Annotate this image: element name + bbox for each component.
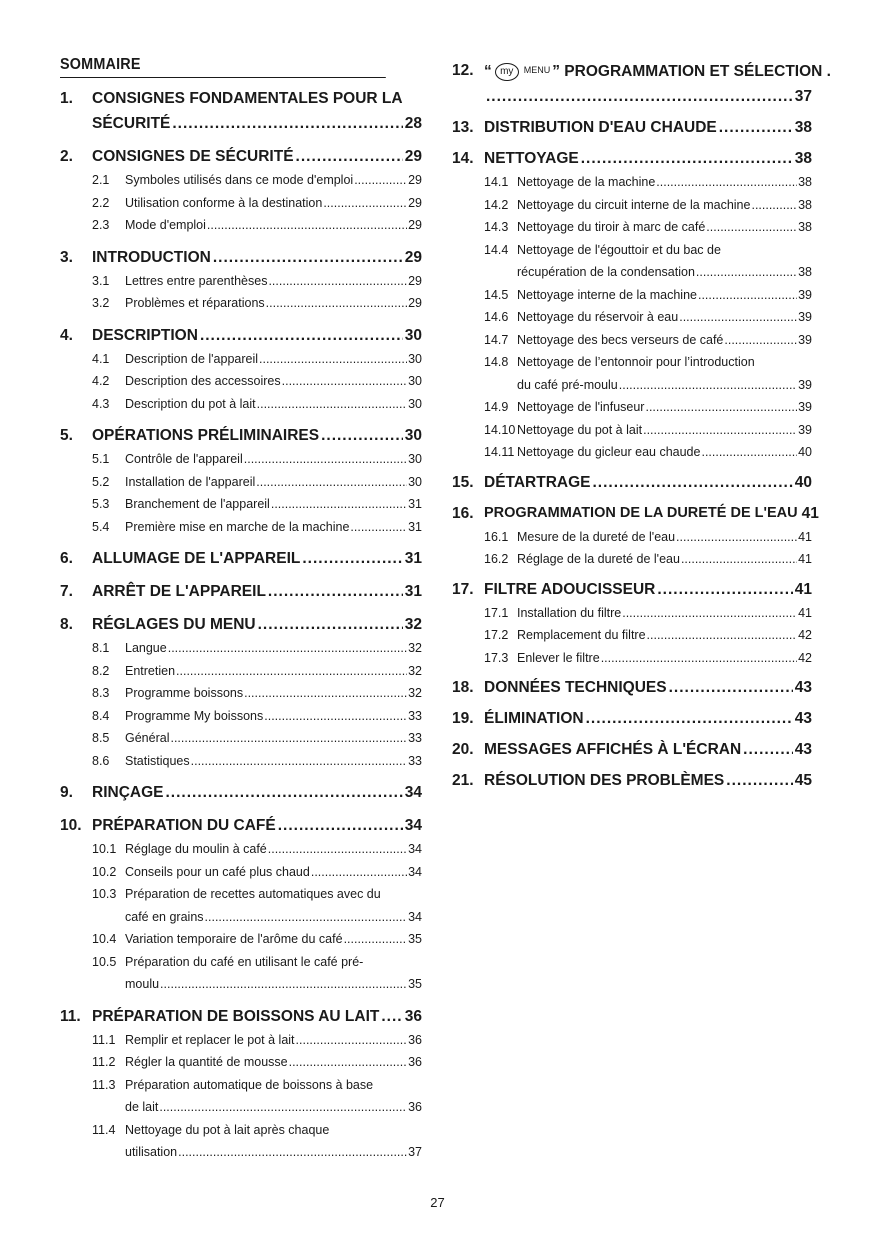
section-page: 30 [404, 427, 422, 444]
toc-subsection-8-1[interactable] [60, 637, 422, 660]
subsection-title: Nettoyage du pot à lait [517, 422, 643, 437]
subsection-number: 14.2 [484, 197, 509, 212]
toc-subsection-8-3[interactable] [60, 682, 422, 705]
section-title: MESSAGES AFFICHÉS À L'ÉCRAN [484, 741, 742, 758]
section-title-line2: SÉCURITÉ [92, 115, 171, 132]
section-title-line1 [484, 58, 831, 84]
section-number: 17. [452, 580, 474, 598]
subsection-page: 40 [798, 445, 812, 459]
subsection-number: 8.1 [92, 641, 110, 655]
toc-section-11[interactable] [60, 1004, 422, 1029]
subsection-page: 30 [408, 474, 422, 489]
subsection-page: 39 [798, 310, 812, 324]
toc-subsection-5-1[interactable] [60, 448, 422, 471]
toc-section-4[interactable] [60, 323, 422, 348]
section-number: 18. [452, 679, 474, 696]
subsection-title-line1: Préparation de recettes automatiques avec du [125, 887, 381, 901]
subsection-number: 10.1 [92, 842, 117, 856]
subsection-page: 34 [408, 842, 422, 856]
section-page: 43 [794, 679, 812, 696]
toc-subsection-2-2[interactable] [60, 192, 422, 215]
toc-section-14[interactable] [452, 146, 812, 171]
toc-section-16[interactable] [452, 501, 819, 526]
section-number: 20. [452, 741, 474, 758]
subsection-page: 29 [408, 296, 422, 310]
subsection-page: 38 [798, 197, 812, 212]
toc-subsection-10-1[interactable] [60, 838, 422, 861]
section-title: CONSIGNES DE SÉCURITÉ [92, 148, 294, 165]
subsection-page: 41 [798, 529, 812, 544]
subsection-title-line2: du café pré-moulu [517, 377, 618, 392]
subsection-title: Nettoyage de la machine [517, 175, 656, 189]
subsection-title: Conseils pour un café plus chaud [125, 864, 310, 879]
toc-section-13[interactable] [452, 115, 812, 140]
subsection-number: 14.9 [484, 400, 509, 414]
subsection-number: 10.5 [92, 954, 117, 969]
subsection-number: 8.3 [92, 686, 110, 700]
subsection-page: 37 [408, 1145, 422, 1159]
section-title: ALLUMAGE DE L'APPAREIL [92, 550, 301, 567]
section-number: 14. [452, 150, 474, 167]
subsection-page: 36 [408, 1100, 422, 1114]
subsection-number: 14.10 [484, 422, 516, 437]
subsection-number: 2.3 [92, 218, 110, 232]
subsection-title: Description des accessoires [125, 374, 281, 388]
subsection-page: 39 [798, 422, 812, 437]
toc-subsection-14-6[interactable] [452, 306, 812, 329]
section-title-line1: CONSIGNES FONDAMENTALES POUR LA [92, 90, 403, 107]
subsection-page: 42 [798, 650, 812, 665]
subsection-title: Nettoyage du réservoir à eau [517, 310, 679, 324]
toc-section-21[interactable] [452, 768, 812, 793]
section-page: 34 [404, 784, 422, 801]
toc-subsection-2-3[interactable] [60, 214, 422, 237]
subsection-number: 16.1 [484, 529, 509, 544]
subsection-page: 39 [798, 332, 812, 347]
page-number: 27 [430, 1195, 445, 1210]
subsection-number: 10.3 [92, 887, 117, 901]
subsection-page: 33 [408, 708, 422, 723]
toc-subsection-8-2[interactable] [60, 660, 422, 683]
section-number: 10. [60, 817, 82, 834]
section-title: DÉTARTRAGE [484, 473, 591, 491]
subsection-title-line2: moulu [125, 977, 160, 991]
toc-section-1[interactable] [60, 86, 422, 136]
section-page: 36 [404, 1007, 422, 1025]
subsection-title: Installation de l'appareil [125, 474, 256, 489]
subsection-number: 4.1 [92, 351, 110, 366]
subsection-number: 4.3 [92, 396, 110, 411]
toc-subsection-16-2[interactable] [452, 548, 812, 571]
toc-subsection-10-4[interactable] [60, 928, 422, 951]
subsection-number: 11.4 [92, 1122, 116, 1137]
subsection-title: Enlever le filtre [517, 650, 600, 665]
section-title: ARRÊT DE L'APPAREIL [92, 583, 266, 600]
toc-section-18[interactable] [452, 675, 812, 700]
subsection-title-line2: récupération de la condensation [517, 265, 695, 279]
subsection-number: 3.1 [92, 273, 110, 288]
section-page: 38 [794, 119, 812, 136]
section-page: 43 [794, 710, 812, 727]
toc-subsection-14-1[interactable] [452, 171, 812, 194]
subsection-title: Nettoyage interne de la machine [517, 287, 697, 302]
subsection-number: 8.2 [92, 663, 110, 678]
section-number: 6. [60, 550, 73, 567]
toc-subsection-10-3[interactable] [60, 883, 422, 928]
subsection-title: Mesure de la dureté de l'eau [517, 529, 676, 544]
section-title: PRÉPARATION DU CAFÉ [92, 817, 276, 834]
subsection-page: 41 [798, 552, 812, 566]
subsection-title: Régler la quantité de mousse [125, 1055, 288, 1069]
toc-subsection-8-5[interactable] [60, 727, 422, 750]
subsection-page: 35 [408, 932, 422, 946]
subsection-title-line1: Nettoyage de l’entonnoir pour l’introduction [517, 355, 755, 369]
subsection-page: 30 [408, 452, 422, 466]
toc-subsection-17-2[interactable] [452, 624, 812, 647]
subsection-page: 38 [798, 220, 812, 234]
subsection-title-line2: utilisation [125, 1145, 178, 1159]
toc-subsection-10-5[interactable] [60, 951, 422, 996]
subsection-page: 39 [798, 377, 812, 392]
section-page: 41 [801, 504, 819, 522]
section-page: 29 [404, 248, 422, 266]
subsection-page: 29 [408, 273, 422, 288]
section-number: 2. [60, 148, 73, 165]
toc-subsection-4-1[interactable] [60, 348, 422, 371]
subsection-number: 8.6 [92, 753, 110, 768]
subsection-page: 31 [408, 497, 422, 511]
toc-subsection-3-2[interactable] [60, 292, 422, 315]
section-number: 5. [60, 427, 73, 444]
subsection-page: 30 [408, 396, 422, 411]
section-page: 45 [794, 772, 812, 789]
subsection-number: 11.3 [92, 1077, 116, 1092]
section-number: 7. [60, 583, 73, 600]
toc-subsection-4-2[interactable] [60, 370, 422, 393]
subsection-number: 2.1 [92, 173, 110, 187]
toc-subsection-8-6[interactable] [60, 750, 422, 773]
subsection-page: 39 [798, 287, 812, 302]
toc-subsection-17-3[interactable] [452, 647, 812, 670]
toc-subsection-11-2[interactable] [60, 1051, 422, 1074]
section-number: 8. [60, 616, 73, 633]
subsection-title: Statistiques [125, 753, 190, 768]
section-title: PROGRAMMATION DE LA DURETÉ DE L'EAU [484, 504, 798, 521]
section-title: DESCRIPTION [92, 326, 198, 344]
subsection-page: 29 [408, 173, 422, 187]
subsection-title-line1: Nettoyage du pot à lait après chaque [125, 1122, 330, 1137]
subsection-title: Nettoyage des becs verseurs de café [517, 332, 724, 347]
section-title: RINÇAGE [92, 784, 164, 801]
subsection-title: Branchement de l'appareil [125, 497, 270, 511]
subsection-page: 35 [408, 977, 422, 991]
subsection-title-line1: Préparation automatique de boissons à base [125, 1077, 374, 1092]
toc-subsection-10-2[interactable] [60, 861, 422, 884]
subsection-title: Description de l'appareil [125, 351, 259, 366]
subsection-title: Problèmes et réparations [125, 296, 265, 310]
toc-section-19[interactable] [452, 706, 812, 731]
subsection-title-line2: café en grains [125, 909, 204, 924]
toc-subsection-5-2[interactable] [60, 471, 422, 494]
toc-subsection-3-1[interactable] [60, 270, 422, 293]
subsection-title: Général [125, 731, 170, 745]
subsection-number: 3.2 [92, 296, 110, 310]
subsection-title: Mode d'emploi [125, 218, 206, 232]
subsection-title-line1: Préparation du café en utilisant le café pré- [125, 954, 364, 969]
subsection-page: 38 [798, 175, 812, 189]
subsection-number: 14.8 [484, 355, 509, 369]
section-page: 28 [404, 115, 422, 132]
section-number: 12. [452, 62, 474, 79]
subsection-number: 17.3 [484, 650, 509, 665]
subsection-title: Remplir et replacer le pot à lait [125, 1032, 295, 1047]
subsection-page: 32 [408, 686, 422, 700]
subsection-number: 11.2 [92, 1055, 116, 1069]
subsection-number: 14.11 [484, 445, 515, 459]
toc-subsection-14-7[interactable] [452, 329, 812, 352]
subsection-title: Entretien [125, 663, 176, 678]
subsection-number: 17.1 [484, 605, 509, 620]
subsection-number: 11.1 [92, 1032, 116, 1047]
toc-section-8[interactable] [60, 612, 422, 637]
subsection-page: 30 [408, 374, 422, 388]
subsection-title: Nettoyage de l'infuseur [517, 400, 645, 414]
section-title-text: ” PROGRAMMATION ET SÉLECTION . [552, 63, 831, 80]
toc-subsection-17-1[interactable] [452, 602, 812, 625]
toc-subsection-11-4[interactable] [60, 1119, 422, 1164]
subsection-number: 17.2 [484, 628, 509, 642]
subsection-page: 32 [408, 663, 422, 678]
toc-subsection-5-4[interactable] [60, 516, 422, 539]
toc-subsection-14-10[interactable] [452, 419, 812, 442]
section-page: 30 [404, 326, 422, 344]
subsection-page: 36 [408, 1032, 422, 1047]
section-title: DISTRIBUTION D'EAU CHAUDE [484, 119, 717, 136]
subsection-page: 41 [798, 605, 812, 620]
subsection-title: Programme My boissons [125, 708, 264, 723]
subsection-number: 14.6 [484, 310, 509, 324]
subsection-page: 36 [408, 1055, 422, 1069]
section-page: 34 [404, 817, 422, 834]
toc-subsection-5-3[interactable] [60, 493, 422, 516]
subsection-number: 14.7 [484, 332, 509, 347]
subsection-page: 30 [408, 351, 422, 366]
menu-button-icon: MENU [523, 65, 551, 75]
subsection-number: 14.4 [484, 242, 509, 257]
subsection-number: 5.2 [92, 474, 110, 489]
section-page: 40 [794, 473, 812, 491]
section-number: 3. [60, 248, 73, 266]
section-page: 37 [794, 88, 812, 105]
toc-subsection-14-2[interactable] [452, 194, 812, 217]
subsection-number: 10.2 [92, 864, 117, 879]
toc-title: SOMMAIRE [60, 56, 386, 78]
toc-section-3[interactable] [60, 245, 422, 270]
section-title: PRÉPARATION DE BOISSONS AU LAIT [92, 1007, 380, 1025]
toc-subsection-14-9[interactable] [452, 396, 812, 419]
section-title: FILTRE ADOUCISSEUR [484, 580, 656, 598]
section-number: 9. [60, 784, 73, 801]
toc-section-5[interactable] [60, 423, 422, 448]
subsection-page: 32 [408, 641, 422, 655]
section-page: 38 [794, 150, 812, 167]
subsection-number: 5.1 [92, 452, 110, 466]
subsection-page: 31 [408, 519, 422, 534]
section-title: INTRODUCTION [92, 248, 211, 266]
toc-subsection-4-3[interactable] [60, 393, 422, 416]
section-number: 15. [452, 473, 474, 491]
subsection-number: 14.5 [484, 287, 509, 302]
section-number: 21. [452, 772, 474, 789]
subsection-title: Variation temporaire de l'arôme du café [125, 932, 343, 946]
toc-right-column [452, 58, 831, 793]
subsection-title-line1: Nettoyage de l'égouttoir et du bac de [517, 242, 721, 257]
subsection-title: Première mise en marche de la machine [125, 519, 350, 534]
section-number: 16. [452, 504, 474, 522]
my-button-icon: my [495, 63, 519, 81]
subsection-page: 34 [408, 909, 422, 924]
quote-mark: “ [484, 63, 492, 80]
section-title: RÉGLAGES DU MENU [92, 616, 256, 633]
toc-section-6[interactable] [60, 546, 422, 571]
subsection-title: Nettoyage du tiroir à marc de café [517, 220, 706, 234]
toc-section-7[interactable] [60, 579, 422, 604]
section-page: 32 [404, 616, 422, 633]
subsection-title: Lettres entre parenthèses [125, 273, 268, 288]
subsection-page: 29 [408, 195, 422, 210]
subsection-title: Nettoyage du circuit interne de la machine [517, 197, 751, 212]
section-page: 31 [404, 583, 422, 600]
subsection-title: Symboles utilisés dans ce mode d'emploi [125, 173, 354, 187]
toc-subsection-14-4[interactable] [452, 239, 812, 284]
section-number: 1. [60, 90, 73, 107]
section-title: NETTOYAGE [484, 150, 579, 167]
subsection-title: Contrôle de l'appareil [125, 452, 243, 466]
subsection-title: Langue [125, 641, 167, 655]
subsection-page: 33 [408, 731, 422, 745]
toc-section-2[interactable] [60, 144, 422, 169]
section-page: 43 [794, 741, 812, 758]
section-number: 19. [452, 710, 474, 727]
subsection-title: Description du pot à lait [125, 396, 256, 411]
section-title: ÉLIMINATION [484, 710, 584, 727]
subsection-page: 42 [798, 628, 812, 642]
subsection-number: 10.4 [92, 932, 117, 946]
toc-subsection-8-4[interactable] [60, 705, 422, 728]
section-number: 4. [60, 326, 73, 344]
toc-subsection-11-3[interactable] [60, 1074, 422, 1119]
subsection-number: 5.3 [92, 497, 110, 511]
toc-section-20[interactable] [452, 737, 812, 762]
subsection-page: 38 [798, 265, 812, 279]
subsection-number: 8.4 [92, 708, 110, 723]
toc-subsection-14-5[interactable] [452, 284, 812, 307]
toc-section-12[interactable] [452, 58, 831, 109]
section-page: 29 [404, 148, 422, 165]
section-page: 31 [404, 550, 422, 567]
toc-subsection-14-3[interactable] [452, 216, 812, 239]
subsection-number: 14.3 [484, 220, 509, 234]
subsection-page: 29 [408, 218, 422, 232]
subsection-number: 5.4 [92, 519, 110, 534]
subsection-number: 8.5 [92, 731, 110, 745]
subsection-title: Remplacement du filtre [517, 628, 646, 642]
toc-subsection-11-1[interactable] [60, 1029, 422, 1052]
subsection-title: Installation du filtre [517, 605, 622, 620]
section-title: RÉSOLUTION DES PROBLÈMES [484, 772, 725, 789]
toc-subsection-2-1[interactable] [60, 169, 422, 192]
subsection-title: Réglage du moulin à café [125, 842, 267, 856]
toc-section-17[interactable] [452, 577, 812, 602]
subsection-title: Nettoyage du gicleur eau chaude [517, 445, 701, 459]
subsection-title: Programme boissons [125, 686, 244, 700]
subsection-number: 4.2 [92, 374, 110, 388]
subsection-title: Utilisation conforme à la destination [125, 195, 323, 210]
toc-section-10[interactable] [60, 813, 422, 838]
subsection-page: 39 [798, 400, 812, 414]
toc-section-15[interactable] [452, 470, 812, 495]
section-page: 41 [794, 580, 812, 598]
toc-subsection-14-8[interactable] [452, 351, 812, 396]
toc-left-column [60, 56, 422, 1164]
section-title: OPÉRATIONS PRÉLIMINAIRES [92, 427, 320, 444]
subsection-page: 34 [408, 864, 422, 879]
toc-subsection-14-11[interactable] [452, 441, 812, 464]
section-number: 11. [60, 1007, 81, 1025]
section-number: 13. [452, 119, 474, 136]
subsection-number: 2.2 [92, 195, 110, 210]
toc-subsection-16-1[interactable] [452, 526, 812, 549]
subsection-number: 16.2 [484, 552, 509, 566]
subsection-page: 33 [408, 753, 422, 768]
subsection-title: Réglage de la dureté de l'eau [517, 552, 680, 566]
section-title: DONNÉES TECHNIQUES [484, 679, 667, 696]
toc-section-9[interactable] [60, 780, 422, 805]
subsection-title-line2: de lait [125, 1100, 159, 1114]
subsection-number: 14.1 [484, 175, 509, 189]
